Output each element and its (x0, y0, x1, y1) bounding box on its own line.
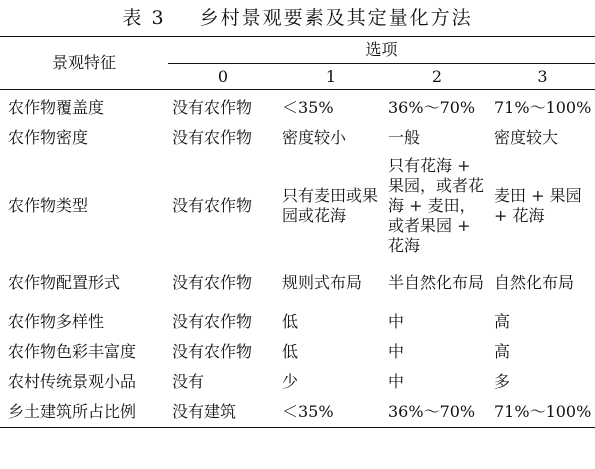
landscape-quantification-table (0, 36, 595, 428)
table-cell: 36%～70% (388, 98, 476, 117)
table-cell: 密度较大 (494, 128, 559, 147)
table-cell: 71%～100% (490, 397, 595, 428)
table-cell: ＜35% (282, 98, 334, 117)
options-group-header: 选项 (168, 37, 595, 64)
feature-crop-color-richness: 农作物色彩丰富度 (8, 342, 137, 361)
feature-crop-density: 农作物密度 (8, 128, 89, 147)
table-cell: ＜35% (278, 397, 384, 428)
table-cell: 自然化布局 (494, 273, 575, 292)
table-caption: 乡村景观要素及其定量化方法 (199, 7, 473, 29)
table-row (0, 153, 595, 259)
table-cell: 高 (494, 312, 511, 331)
table-cell: 低 (282, 312, 299, 331)
table-cell: 只有花海 + 果园，或者花海 + 麦田，或者果园 + 花海 (388, 156, 485, 255)
feature-crop-type: 农作物类型 (8, 196, 89, 215)
table-cell: 一般 (388, 128, 421, 147)
table-cell: 中 (388, 372, 405, 391)
table-cell: 中 (388, 312, 405, 331)
table-cell: 没有农作物 (172, 312, 253, 331)
table-number: 表 3 (122, 7, 166, 29)
feature-vernacular-building-ratio: 乡土建筑所占比例 (0, 397, 168, 428)
table-cell: 只有麦田或果园或花海 (282, 186, 379, 225)
option-header-2: 2 (384, 64, 490, 90)
table-cell: 没有农作物 (172, 342, 253, 361)
feature-crop-diversity: 农作物多样性 (8, 312, 105, 331)
feature-crop-coverage: 农作物覆盖度 (8, 98, 105, 117)
table-cell: 没有农作物 (172, 196, 253, 215)
option-header-1: 1 (278, 64, 384, 90)
table-cell: 麦田 + 果园 + 花海 (494, 186, 582, 225)
table-cell: 36%～70% (384, 397, 490, 428)
table-cell: 中 (388, 342, 405, 361)
table-cell: 少 (282, 372, 299, 391)
feature-traditional-landscape-items: 农村传统景观小品 (8, 372, 137, 391)
table-row (0, 337, 595, 367)
table-cell: 没有农作物 (172, 128, 253, 147)
table-cell: 密度较小 (282, 128, 347, 147)
table-cell: 没有建筑 (168, 397, 278, 428)
table-cell: 高 (494, 342, 511, 361)
feature-crop-layout: 农作物配置形式 (8, 273, 121, 292)
table-row (0, 259, 595, 307)
table-cell: 规则式布局 (282, 273, 363, 292)
table-row (0, 367, 595, 397)
table-cell: 半自然化布局 (388, 273, 485, 292)
option-header-0: 0 (168, 64, 278, 90)
table-row (0, 307, 595, 337)
table-cell: 低 (282, 342, 299, 361)
feature-column-header: 景观特征 (0, 37, 168, 90)
table-cell: 没有农作物 (172, 273, 253, 292)
table-cell: 没有 (172, 372, 205, 391)
table-row (0, 90, 595, 124)
table-row (0, 397, 595, 428)
table-cell: 没有农作物 (172, 98, 253, 117)
table-cell: 71%～100% (494, 98, 592, 117)
table-title (0, 6, 595, 30)
option-header-3: 3 (490, 64, 595, 90)
table-row (0, 123, 595, 153)
table-cell: 多 (494, 372, 511, 391)
